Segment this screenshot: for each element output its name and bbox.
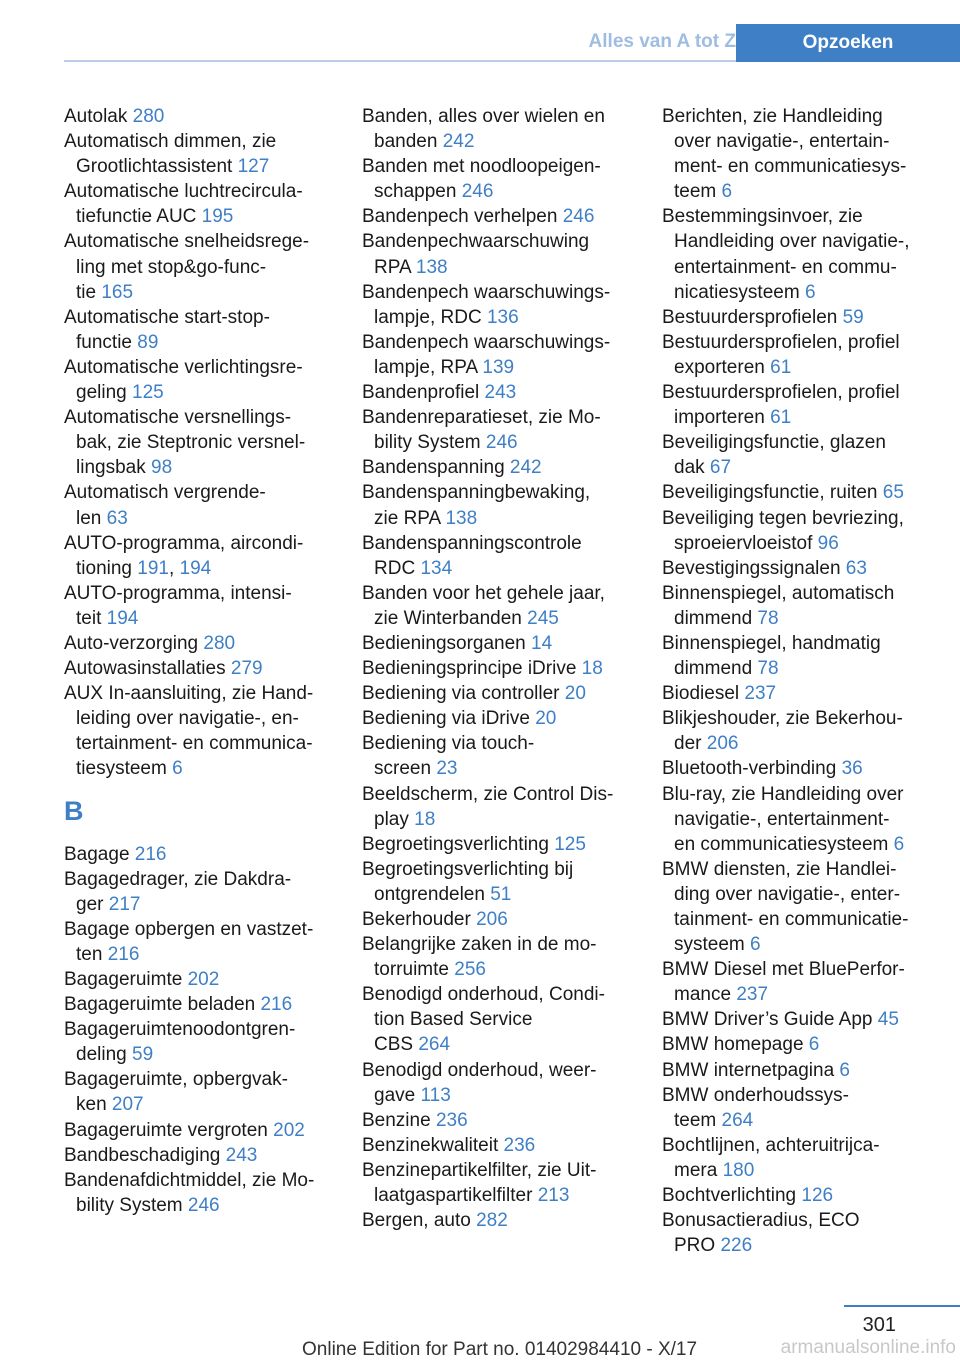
page-reference-link[interactable]: 61 [770, 407, 792, 429]
page-reference-link[interactable]: 18 [414, 808, 436, 830]
page-reference-link[interactable]: 194 [106, 607, 139, 629]
index-entry [64, 917, 334, 967]
page-reference-link[interactable]: 226 [720, 1235, 753, 1257]
page-reference-link[interactable]: 202 [187, 969, 220, 990]
index-entry [662, 1058, 932, 1083]
index-entry-text: dimmend [674, 658, 758, 680]
page-reference-link[interactable]: 36 [841, 758, 863, 780]
index-entry [64, 681, 334, 781]
index-entry-text: Bandenreparatieset, zie Mo- [362, 407, 601, 429]
index-entry-text: Bedieningsorganen [362, 632, 532, 654]
watermark: armanualsonline.info [780, 1337, 956, 1358]
index-entry [662, 506, 932, 556]
index-entry-text: zie Winterbanden [374, 607, 528, 629]
index-entry-text: Bandbeschadiging [64, 1144, 226, 1166]
index-entry-text: Bandenpech verhelpen [362, 206, 563, 228]
page-reference-link[interactable]: 246 [461, 181, 494, 203]
index-entry-text: en communicatiesysteem [674, 833, 894, 855]
index-entry-text: BMW internetpagina [662, 1059, 840, 1081]
index-entry [662, 430, 932, 480]
index-entry [362, 531, 632, 581]
page-reference-link[interactable]: 6 [721, 181, 733, 203]
page-reference-link[interactable]: 134 [420, 557, 453, 579]
index-entry-text: BMW Diesel met BluePerfor- [662, 959, 905, 981]
index-entry [64, 631, 334, 656]
index-entry [662, 631, 932, 681]
index-column-2 [362, 104, 632, 1233]
page-reference-link[interactable]: 125 [554, 833, 586, 855]
index-entry [64, 1118, 334, 1143]
index-entry [64, 992, 334, 1017]
page-reference-link[interactable]: 67 [709, 457, 732, 479]
index-entry-text: mance [674, 984, 737, 1006]
index-entry-text: Autowasinstallaties [64, 658, 231, 680]
index-entry-text: ontgrendelen [374, 883, 491, 905]
index-entry [64, 179, 334, 229]
page-reference-link[interactable]: 96 [817, 532, 839, 554]
index-entry [362, 229, 632, 279]
page-reference-link[interactable]: 237 [744, 683, 777, 705]
index-entry [362, 455, 632, 480]
page-reference-link[interactable]: 279 [230, 658, 263, 680]
index-entry-text: Bestuurdersprofielen [662, 306, 843, 328]
index-entry-text: Begroetingsverlichting bij [362, 858, 574, 880]
index-entry-text: Bandenprofiel [362, 382, 485, 404]
page-reference-link[interactable]: 65 [882, 482, 904, 504]
index-entry [362, 706, 632, 731]
index-entry-text: Bandenpechwaarschuwing [362, 231, 590, 253]
page-reference-link[interactable]: 246 [562, 206, 595, 228]
page-reference-link[interactable]: 59 [132, 1044, 154, 1066]
index-column-1 [64, 104, 334, 1218]
index-entry [662, 1032, 932, 1057]
index-entry-text: Begroetingsverlichting [362, 833, 555, 855]
index-entry [362, 1058, 632, 1108]
index-entry-text: Binnenspiegel, automatisch [662, 582, 895, 604]
page-reference-link[interactable]: 216 [107, 943, 140, 965]
page-reference-link[interactable]: 61 [770, 356, 792, 378]
index-entry-text: Bergen, auto [362, 1210, 477, 1232]
page-reference-link[interactable]: 194 [179, 557, 212, 579]
index-entry-text: PRO [674, 1235, 721, 1257]
index-entry-text: ling met stop&go-func- [76, 256, 267, 278]
index-entry-text: BMW Driver’s Guide App [662, 1009, 878, 1031]
index-entry [362, 631, 632, 656]
index-entry-text: teem [674, 1109, 722, 1131]
index-entry [362, 104, 632, 154]
index-entry-text: AUTO-programma, intensi- [64, 582, 292, 604]
index-entry-text: Automatische versnellings- [64, 407, 292, 429]
index-entry [64, 581, 334, 631]
index-entry-text: Bandenafdichtmiddel, zie Mo- [64, 1169, 315, 1191]
page-reference-link[interactable]: 165 [101, 281, 134, 303]
index-entry-text: Bediening via controller [362, 683, 565, 705]
page-number: 301 [862, 1314, 896, 1336]
page-reference-link[interactable]: 113 [420, 1084, 451, 1106]
index-entry [362, 731, 632, 781]
index-entry [64, 1168, 334, 1218]
index-entry-text: entertainment- en commu- [674, 256, 897, 278]
page-reference-link[interactable]: 63 [106, 507, 128, 529]
index-entry [64, 842, 334, 867]
page-reference-link[interactable]: 45 [877, 1009, 899, 1031]
index-entry-text: ger [76, 893, 109, 915]
footer-rule [844, 1305, 960, 1307]
page-reference-link[interactable]: 207 [111, 1094, 144, 1116]
index-entry-text: Berichten, zie Handleiding [662, 106, 883, 127]
index-entry-text: Bagage [64, 843, 135, 865]
index-entry-text: Bagage opbergen en vastzet- [64, 918, 314, 940]
page-reference-link[interactable]: 206 [476, 909, 508, 930]
page-reference-link[interactable]: 216 [134, 843, 167, 865]
index-entry [362, 154, 632, 204]
page-reference-link[interactable]: 78 [757, 658, 779, 680]
page-reference-link[interactable]: 6 [172, 758, 183, 780]
index-entry [362, 681, 632, 706]
section-label[interactable]: Alles van A tot Z [588, 31, 736, 52]
page-reference-link[interactable]: 6 [839, 1059, 850, 1081]
index-entry-text: Bandenspanningscontrole [362, 532, 582, 554]
index-entry-text: over navigatie-, entertain- [674, 131, 890, 153]
index-entry [362, 581, 632, 631]
index-entry [662, 706, 932, 756]
page-reference-link[interactable]: 242 [509, 457, 542, 479]
index-entry-text: functie [76, 331, 138, 353]
index-entry-text: Belangrijke zaken in de mo- [362, 934, 597, 956]
index-entry-text: nicatiesysteem [674, 281, 805, 303]
page-reference-link[interactable]: 236 [435, 1109, 468, 1131]
page-reference-link[interactable]: 280 [203, 632, 236, 654]
index-entry [64, 1067, 334, 1117]
page-reference-link[interactable]: 217 [108, 893, 141, 915]
index-entry [362, 380, 632, 405]
index-entry-text: CBS [374, 1034, 419, 1056]
index-entry-text: Bonusactieradius, ECO [662, 1210, 860, 1232]
page-reference-link[interactable]: 236 [503, 1134, 536, 1156]
index-entry-text: Automatische luchtrecircula- [64, 181, 303, 203]
index-entry-text: Banden met noodloopeigen- [362, 156, 601, 178]
page-reference-link[interactable]: 6 [893, 833, 905, 855]
index-entry-text: Handleiding over navigatie-, [674, 231, 910, 253]
page-reference-link[interactable]: 14 [531, 632, 553, 654]
index-entry-text: tion Based Service [374, 1009, 533, 1031]
index-entry-text: Bluetooth-verbinding [662, 758, 842, 780]
index-entry-text: leiding over navigatie-, en- [76, 708, 299, 730]
index-letter-heading: B [64, 795, 84, 826]
index-entry-text: Bagageruimte [64, 969, 188, 990]
index-entry-text: bility System [374, 432, 486, 454]
index-entry [662, 681, 932, 706]
index-entry [662, 1183, 932, 1208]
page-reference-link[interactable]: 78 [757, 607, 779, 629]
index-entry [662, 782, 932, 857]
index-entry [362, 782, 632, 832]
index-entry [362, 982, 632, 1057]
index-entry-text: Bedieningsprincipe iDrive [362, 658, 582, 680]
page-reference-link[interactable]: 6 [750, 934, 761, 956]
page-reference-link[interactable]: 195 [201, 206, 234, 228]
page-reference-link[interactable]: 213 [537, 1185, 570, 1207]
index-entry-text: Beveiligingsfunctie, ruiten [662, 482, 883, 504]
index-entry-text: zie RPA [374, 507, 446, 529]
index-entry-text: importeren [674, 407, 771, 429]
index-entry-text: Beeldscherm, zie Control Dis- [362, 783, 614, 805]
index-entry-text: bak, zie Steptronic versnel- [76, 432, 306, 454]
index-entry [662, 1208, 932, 1258]
index-entry-text: der [674, 733, 707, 755]
index-entry-text: play [374, 808, 415, 830]
page-reference-link[interactable]: 243 [225, 1144, 258, 1166]
index-entry [662, 1007, 932, 1032]
index-entry-text: tainment- en communicatie- [674, 909, 909, 930]
index-entry [362, 656, 632, 681]
index-entry-text: AUTO-programma, aircondi- [64, 532, 304, 554]
page-separator: , [168, 557, 180, 579]
index-entry [64, 229, 334, 304]
index-entry-text: dimmend [674, 607, 758, 629]
index-entry-text: sproeiervloeistof [674, 532, 818, 554]
index-entry-text: Bediening via iDrive [362, 708, 536, 730]
page-reference-link[interactable]: 256 [454, 959, 486, 981]
index-entry-text: Automatische start-stop- [64, 306, 270, 328]
index-entry-text: Benodigd onderhoud, Condi- [362, 984, 605, 1006]
index-entry-text: RDC [374, 557, 421, 579]
page-reference-link[interactable]: 246 [485, 432, 518, 454]
index-entry-text: screen [374, 758, 437, 780]
index-entry [662, 556, 932, 581]
index-entry-text: torruimte [374, 959, 455, 981]
index-entry-text: Automatisch dimmen, zie [64, 131, 277, 153]
index-entry-text: bility System [76, 1194, 188, 1216]
index-entry-text: Beveiligingsfunctie, glazen [662, 432, 886, 454]
page-reference-link[interactable]: 280 [132, 106, 165, 127]
index-entry-text: exporteren [674, 356, 771, 378]
index-entry-text: Bestemmingsinvoer, zie [662, 206, 863, 228]
index-entry-text: ding over navigatie-, enter- [674, 883, 901, 905]
page-reference-link[interactable]: 6 [804, 281, 816, 303]
page-reference-link[interactable]: 63 [845, 557, 867, 579]
index-entry [64, 656, 334, 681]
index-entry [362, 405, 632, 455]
index-entry [662, 1083, 932, 1133]
index-entry-text: Bevestigingssignalen [662, 557, 846, 579]
page-reference-link[interactable]: 264 [721, 1109, 754, 1131]
index-entry [362, 1133, 632, 1158]
index-entry [362, 280, 632, 330]
index-entry [662, 581, 932, 631]
index-entry-text: Bestuurdersprofielen, profiel [662, 331, 900, 353]
index-entry-text: deling [76, 1044, 132, 1066]
footer-edition-text: Online Edition for Part no. 01402984410 - X/17 [302, 1339, 698, 1360]
index-entry-text: Bochtverlichting [662, 1185, 802, 1207]
index-entry [64, 355, 334, 405]
index-entry [362, 1208, 632, 1233]
page-reference-link[interactable]: 98 [151, 457, 173, 479]
index-entry-text: Grootlichtassistent [76, 156, 238, 178]
index-entry-text: tioning [76, 557, 138, 579]
index-entry-text: teit [76, 607, 107, 629]
page-reference-link[interactable]: 23 [436, 758, 458, 780]
index-entry [362, 907, 632, 932]
index-entry-text: Automatisch vergrende- [64, 482, 266, 504]
page-reference-link[interactable]: 282 [476, 1210, 508, 1232]
index-entry-text: Benzinepartikelfilter, zie Uit- [362, 1159, 597, 1181]
index-entry-text: Automatische snelheidsrege- [64, 231, 310, 253]
index-entry-text: Banden, alles over wielen en [362, 106, 605, 127]
index-entry-text: systeem [674, 934, 751, 956]
index-entry-text: BMW homepage [662, 1034, 809, 1056]
page-reference-link[interactable]: 20 [564, 683, 586, 705]
index-entry [662, 305, 932, 330]
index-entry [64, 1017, 334, 1067]
index-entry-text: Binnenspiegel, handmatig [662, 632, 881, 654]
page-reference-link[interactable]: 51 [490, 883, 512, 905]
index-entry-text: Bandenspanning [362, 457, 510, 479]
index-entry-text: Automatische verlichtingsre- [64, 356, 303, 378]
index-entry-text: tiesysteem [76, 758, 173, 780]
index-entry-text: BMW onderhoudssys- [662, 1084, 849, 1106]
index-entry [662, 104, 932, 204]
index-entry-text: RPA [374, 256, 416, 278]
index-entry-text: Biodiesel [662, 683, 745, 705]
index-entry-text: AUX In-aansluiting, zie Hand- [64, 683, 314, 705]
tab-opzoeken[interactable]: Opzoeken [736, 24, 960, 62]
page-reference-link[interactable]: 180 [722, 1159, 755, 1181]
index-entry [662, 380, 932, 430]
index-entry-text: ten [76, 943, 108, 965]
index-entry [362, 1158, 632, 1208]
index-entry [64, 405, 334, 480]
page-reference-link[interactable]: 138 [445, 507, 478, 529]
index-entry-text: Bandenspanningbewaking, [362, 482, 591, 504]
page-reference-link[interactable]: 89 [137, 331, 159, 353]
index-entry-text: Benzine [362, 1109, 436, 1131]
index-entry-text: Bandenpech waarschuwings- [362, 281, 611, 303]
index-entry-text: Blu-ray, zie Handleiding over [662, 783, 904, 805]
page-reference-link[interactable]: 138 [415, 256, 448, 278]
index-entry-text: Bagageruimte, opbergvak- [64, 1069, 288, 1091]
index-entry [662, 204, 932, 304]
index-entry [662, 857, 932, 957]
index-entry-text: lampje, RPA [374, 356, 483, 378]
index-entry-text: tertainment- en communica- [76, 733, 313, 755]
page-reference-link[interactable]: 264 [418, 1034, 451, 1056]
index-entry [64, 305, 334, 355]
page-reference-link[interactable]: 136 [486, 306, 519, 328]
index-entry-text: Bestuurdersprofielen, profiel [662, 382, 900, 404]
page-reference-link[interactable]: 139 [482, 356, 515, 378]
page-reference-link[interactable]: 243 [484, 382, 517, 404]
page-reference-link[interactable]: 125 [132, 382, 164, 404]
index-entry-text: Bediening via touch- [362, 733, 535, 755]
index-entry [662, 480, 932, 505]
index-entry [362, 832, 632, 857]
index-entry-text: Auto-verzorging [64, 632, 204, 654]
index-entry-text: lingsbak [76, 457, 151, 479]
index-entry [662, 957, 932, 1007]
index-entry [64, 104, 334, 129]
index-entry-text: ken [76, 1094, 112, 1116]
index-entry-text: Benzinekwaliteit [362, 1134, 504, 1156]
index-entry [64, 967, 334, 992]
index-entry [362, 204, 632, 229]
index-entry-text: Banden voor het gehele jaar, [362, 582, 605, 604]
index-entry-text: laatgaspartikelfilter [374, 1185, 538, 1207]
page-reference-link[interactable]: 20 [535, 708, 557, 730]
index-entry [662, 756, 932, 781]
page-reference-link[interactable]: 126 [801, 1185, 834, 1207]
index-entry [64, 129, 334, 179]
index-entry-text: Benodigd onderhoud, weer- [362, 1059, 597, 1081]
index-entry [362, 932, 632, 982]
page-reference-link[interactable]: 242 [442, 131, 475, 153]
index-entry-text: ment- en communicatiesys- [674, 156, 907, 178]
index-entry [362, 480, 632, 530]
index-entry-text: Bagageruimte vergroten [64, 1119, 274, 1141]
index-entry-text: Bochtlijnen, achteruitrijca- [662, 1134, 880, 1156]
index-entry [64, 867, 334, 917]
index-entry-text: Bekerhouder [362, 909, 477, 930]
index-entry-text: Blikjeshouder, zie Bekerhou- [662, 708, 903, 730]
index-entry [64, 531, 334, 581]
index-entry [662, 330, 932, 380]
index-entry-text: mera [674, 1159, 723, 1181]
index-entry-text: schappen [374, 181, 462, 203]
index-entry-text: gave [374, 1084, 421, 1106]
index-entry-text: len [76, 507, 107, 529]
index-entry [64, 480, 334, 530]
page-reference-link[interactable]: 59 [842, 306, 864, 328]
index-entry-text: Bagageruimte beladen [64, 994, 261, 1016]
page-reference-link[interactable]: 127 [237, 156, 270, 178]
index-entry [362, 1108, 632, 1133]
index-entry [362, 857, 632, 907]
index-entry-text: banden [374, 131, 443, 153]
page-reference-link[interactable]: 18 [581, 658, 603, 680]
index-entry-text: tie [76, 281, 102, 303]
index-entry-text: teem [674, 181, 722, 203]
index-entry-text: tiefunctie AUC [76, 206, 202, 228]
index-entry-text: dak [674, 457, 710, 479]
index-column-3 [662, 104, 932, 1258]
index-entry [362, 330, 632, 380]
index-entry-text: Bagagedrager, zie Dakdra- [64, 868, 292, 890]
page-reference-link[interactable]: 191 [137, 557, 169, 579]
page-reference-link[interactable]: 206 [706, 733, 739, 755]
index-entry-text: Bagageruimtenoodontgren- [64, 1019, 296, 1041]
index-entry-text: BMW diensten, zie Handlei- [662, 858, 897, 880]
index-entry-text: Beveiliging tegen bevriezing, [662, 507, 904, 529]
page-reference-link[interactable]: 245 [527, 607, 559, 629]
index-entry-text: geling [76, 382, 132, 404]
index-entry-text: Bandenpech waarschuwings- [362, 331, 611, 353]
index-entry [662, 1133, 932, 1183]
page-reference-link[interactable]: 237 [736, 984, 769, 1006]
index-entry-text: Autolak [64, 106, 133, 127]
page-reference-link[interactable]: 246 [187, 1194, 220, 1216]
page-reference-link[interactable]: 202 [273, 1119, 305, 1141]
index-entry-text: lampje, RDC [374, 306, 487, 328]
page-reference-link[interactable]: 6 [808, 1034, 820, 1056]
index-entry-text: navigatie-, entertainment- [674, 808, 890, 830]
page-reference-link[interactable]: 216 [260, 994, 293, 1016]
index-entry [64, 1143, 334, 1168]
